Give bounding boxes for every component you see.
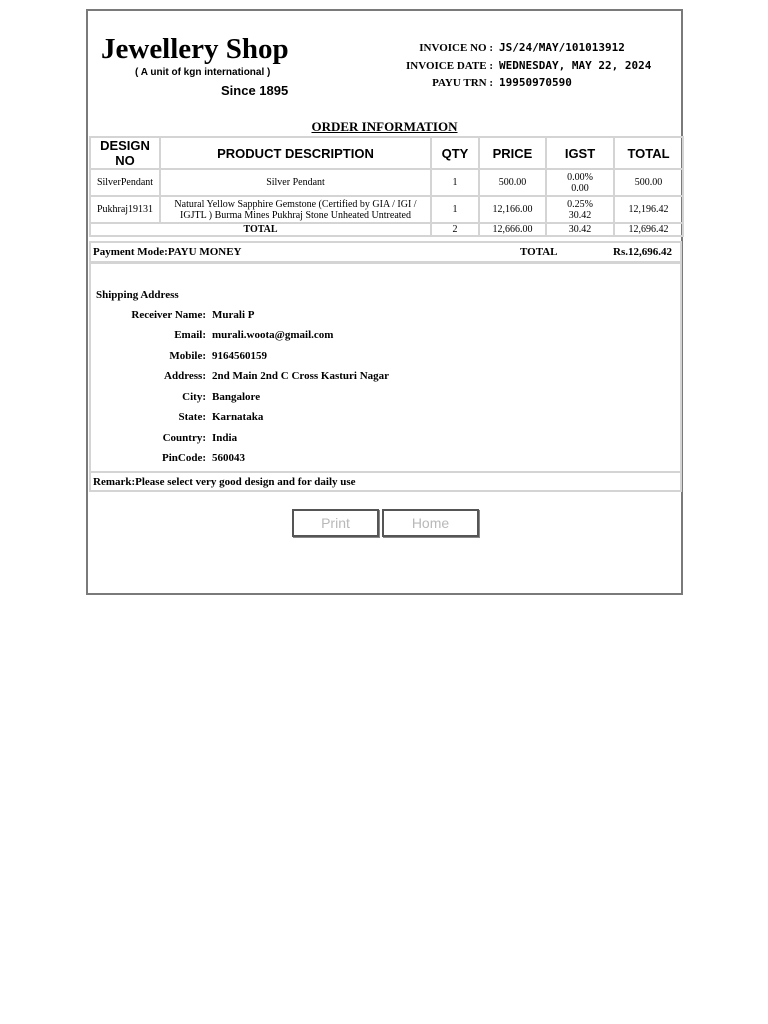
shipping-field xyxy=(91,329,671,343)
cell-qty: 1 xyxy=(431,196,479,223)
col-total: TOTAL xyxy=(614,137,683,169)
shipping-field xyxy=(91,350,671,364)
invoice-date-value: WEDNESDAY, MAY 22, 2024 xyxy=(499,59,652,72)
col-design-no: DESIGN NO xyxy=(90,137,160,169)
igst-rate: 0.00% xyxy=(567,171,593,183)
mobile-label: Mobile: xyxy=(169,350,206,362)
shipping-field xyxy=(91,309,671,323)
cell-price: 12,166.00 xyxy=(479,196,546,223)
pincode-value: 560043 xyxy=(212,452,245,464)
igst-rate: 0.25% xyxy=(567,198,593,210)
state-value: Karnataka xyxy=(212,411,264,423)
city-value: Bangalore xyxy=(212,391,261,403)
cell-description: Natural Yellow Sapphire Gemstone (Certified by GIA / IGI / IGJTL ) Burma Mines Pukhraj Stone Unheated Untreated xyxy=(160,196,431,223)
payu-trn-value: 19950970590 xyxy=(499,76,572,89)
cell-description: Silver Pendant xyxy=(160,169,431,196)
cell-total: 12,196.42 xyxy=(614,196,683,223)
total-qty: 2 xyxy=(431,223,479,236)
invoice-no-label: INVOICE NO : xyxy=(419,42,493,54)
shipping-field xyxy=(91,452,671,466)
table-total-row xyxy=(90,223,683,236)
total-price: 12,666.00 xyxy=(479,223,546,236)
shop-name: Jewellery Shop xyxy=(101,33,289,65)
cell-igst xyxy=(546,196,614,223)
since-year: Since 1895 xyxy=(221,83,289,98)
payment-total-value: Rs.12,696.42 xyxy=(613,246,672,258)
email-label: Email: xyxy=(174,329,206,341)
invoice-no-value: JS/24/MAY/101013912 xyxy=(499,41,625,54)
total-amount: 12,696.42 xyxy=(614,223,683,236)
print-button[interactable]: Print xyxy=(292,509,379,537)
payment-bar xyxy=(89,241,682,263)
shipping-address-section xyxy=(89,262,682,473)
shipping-field xyxy=(91,370,671,384)
payu-trn-label: PAYU TRN : xyxy=(432,77,493,89)
payu-trn-row xyxy=(88,75,685,91)
state-label: State: xyxy=(178,411,206,423)
col-price: PRICE xyxy=(479,137,546,169)
order-information-title: ORDER INFORMATION xyxy=(311,119,458,134)
shop-subtitle: ( A unit of kgn international ) xyxy=(135,67,271,78)
receiver-name-label: Receiver Name: xyxy=(131,309,206,321)
email-value: murali.woota@gmail.com xyxy=(212,329,334,341)
total-igst: 30.42 xyxy=(546,223,614,236)
invoice-no-row xyxy=(88,40,685,56)
order-table xyxy=(89,136,684,237)
igst-amount: 30.42 xyxy=(568,209,592,221)
pincode-label: PinCode: xyxy=(162,452,206,464)
table-header-row xyxy=(90,137,683,169)
cell-igst xyxy=(546,169,614,196)
col-igst: IGST xyxy=(546,137,614,169)
city-label: City: xyxy=(182,391,206,403)
remark-bar xyxy=(89,471,682,492)
receiver-name-value: Murali P xyxy=(212,309,255,321)
remark-text: Remark:Please select very good design and for daily use xyxy=(93,476,356,488)
address-value: 2nd Main 2nd C Cross Kasturi Nagar xyxy=(212,370,390,382)
home-button[interactable]: Home xyxy=(382,509,479,537)
invoice-date-label: INVOICE DATE : xyxy=(406,60,493,72)
cell-design-no: SilverPendant xyxy=(90,169,160,196)
col-qty: QTY xyxy=(431,137,479,169)
mobile-value: 9164560159 xyxy=(212,350,267,362)
shipping-address-title: Shipping Address xyxy=(96,289,179,301)
total-label: TOTAL xyxy=(90,223,431,236)
country-value: India xyxy=(212,432,238,444)
cell-price: 500.00 xyxy=(479,169,546,196)
cell-total: 500.00 xyxy=(614,169,683,196)
country-label: Country: xyxy=(162,432,206,444)
address-label: Address: xyxy=(164,370,206,382)
payment-mode: Payment Mode:PAYU MONEY xyxy=(93,246,242,258)
invoice-date-row xyxy=(88,58,685,74)
invoice-card xyxy=(86,9,683,595)
cell-design-no: Pukhraj19131 xyxy=(90,196,160,223)
shipping-field xyxy=(91,411,671,425)
shipping-field xyxy=(91,391,671,405)
cell-qty: 1 xyxy=(431,169,479,196)
col-product-description: PRODUCT DESCRIPTION xyxy=(160,137,431,169)
table-row xyxy=(90,169,683,196)
igst-amount: 0.00 xyxy=(571,182,589,194)
payment-total-label: TOTAL xyxy=(520,246,558,258)
shipping-field xyxy=(91,432,671,446)
table-row xyxy=(90,196,683,223)
